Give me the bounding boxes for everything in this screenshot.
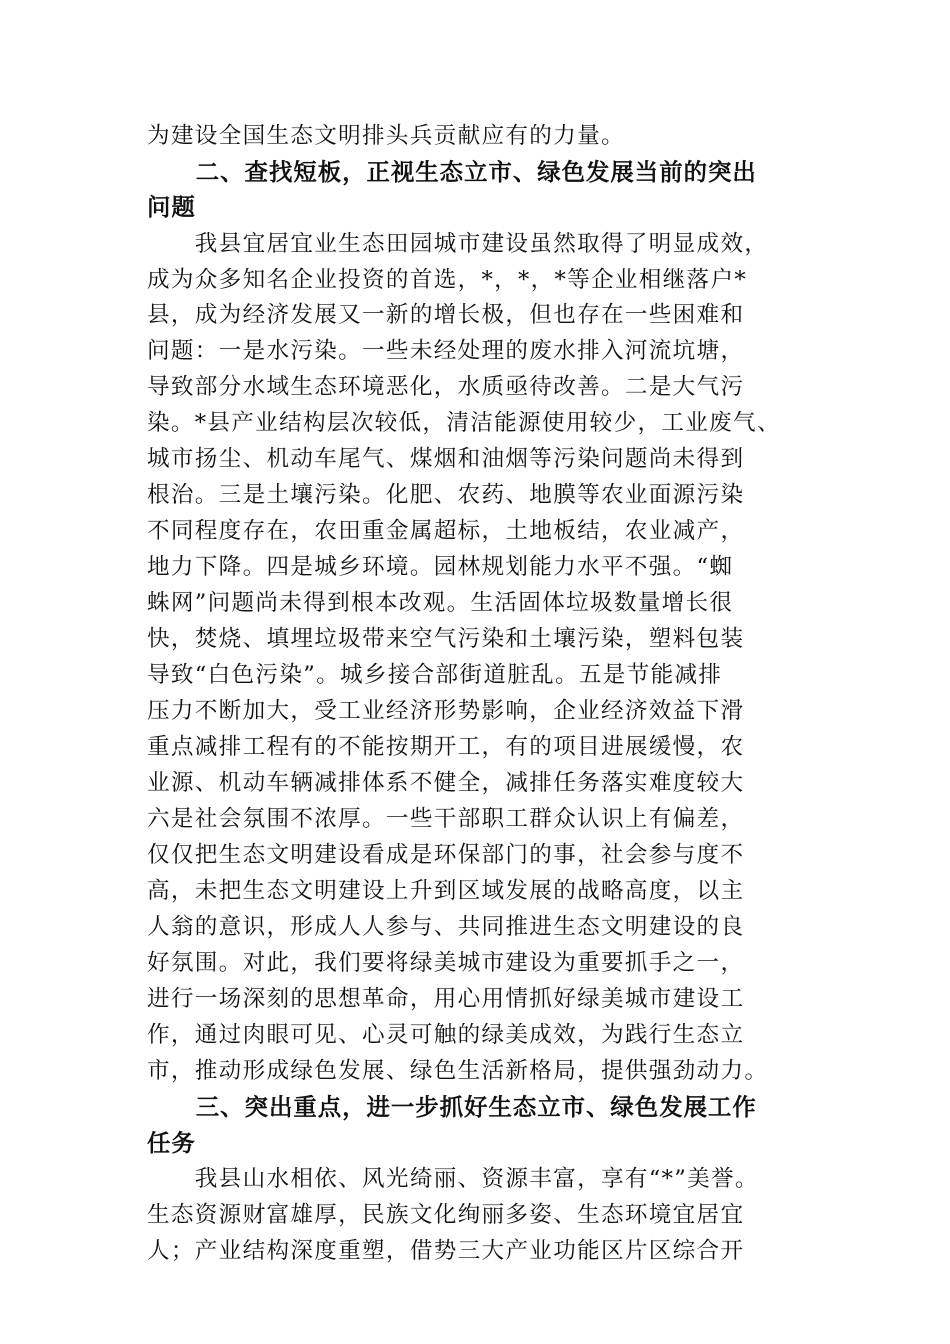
body-text-line: 作，通过肉眼可见、心灵可触的绿美成效，为践行生态立 xyxy=(147,1022,745,1048)
body-text-line: 业源、机动车辆减排体系不健全，减排任务落实难度较大 xyxy=(147,770,745,796)
body-text-line: 快，焚烧、填埋垃圾带来空气污染和土壤污染，塑料包装 xyxy=(147,626,745,652)
body-text-line: 六是社会氛围不浓厚。一些干部职工群众认识上有偏差， xyxy=(147,806,745,832)
body-text-line: 好氛围。对此，我们要将绿美城市建设为重要抓手之一， xyxy=(147,950,745,976)
body-text-line: 我县山水相依、风光绮丽、资源丰富，享有“*”美誉。 xyxy=(147,1166,759,1192)
body-text-line: 染。*县产业结构层次较低，清洁能源使用较少，工业废气、 xyxy=(147,410,781,436)
body-text-line: 问题：一是水污染。一些未经处理的废水排入河流坑塘， xyxy=(147,338,745,364)
body-text-line: 不同程度存在，农田重金属超标，土地板结，农业减产， xyxy=(147,518,745,544)
body-text-line: 导致部分水域生态环境恶化，水质亟待改善。二是大气污 xyxy=(147,374,745,400)
body-text-line: 我县宜居宜业生态田园城市建设虽然取得了明显成效， xyxy=(147,231,769,257)
body-text-line: 重点减排工程有的不能按期开工，有的项目进展缓慢，农 xyxy=(147,734,745,760)
body-text-line: 市，推动形成绿色发展、绿色生活新格局，提供强劲动力。 xyxy=(147,1058,769,1084)
body-text-line: 导致“白色污染”。城乡接合部街道脏乱。五是节能减排 xyxy=(147,662,723,688)
section-heading-line: 二、查找短板，正视生态立市、绿色发展当前的突出 xyxy=(147,158,757,186)
body-text-line: 成为众多知名企业投资的首选，*，*，*等企业相继落户* xyxy=(147,267,747,293)
body-text-line: 县，成为经济发展又一新的增长极，但也存在一些困难和 xyxy=(147,302,745,328)
body-text-line: 仅仅把生态文明建设看成是环保部门的事，社会参与度不 xyxy=(147,842,745,868)
body-text-line: 人；产业结构深度重塑，借势三大产业功能区片区综合开 xyxy=(147,1238,745,1264)
body-text-line: 根治。三是土壤污染。化肥、农药、地膜等农业面源污染 xyxy=(147,482,745,508)
section-heading-line: 任务 xyxy=(147,1129,196,1157)
body-text-line: 为建设全国生态文明排头兵贡献应有的力量。 xyxy=(147,123,625,149)
body-text-line: 人翁的意识，形成人人参与、共同推进生态文明建设的良 xyxy=(147,914,745,940)
body-text-line: 城市扬尘、机动车尾气、煤烟和油烟等污染问题尚未得到 xyxy=(147,446,745,472)
body-text-line: 高，未把生态文明建设上升到区域发展的战略高度，以主 xyxy=(147,878,745,904)
body-text-line: 地力下降。四是城乡环境。园林规划能力水平不强。“蜘 xyxy=(147,554,734,580)
body-text-line: 进行一场深刻的思想革命，用心用情抓好绿美城市建设工 xyxy=(147,986,745,1012)
body-text-line: 蛛网”问题尚未得到根本改观。生活固体垃圾数量增长很 xyxy=(147,590,734,616)
section-heading-line: 三、突出重点，进一步抓好生态立市、绿色发展工作 xyxy=(147,1093,757,1121)
body-text-line: 压力不断加大，受工业经济形势影响，企业经济效益下滑 xyxy=(147,698,745,724)
section-heading-line: 问题 xyxy=(147,193,196,221)
body-text-line: 生态资源财富雄厚，民族文化绚丽多姿、生态环境宜居宜 xyxy=(147,1202,745,1228)
